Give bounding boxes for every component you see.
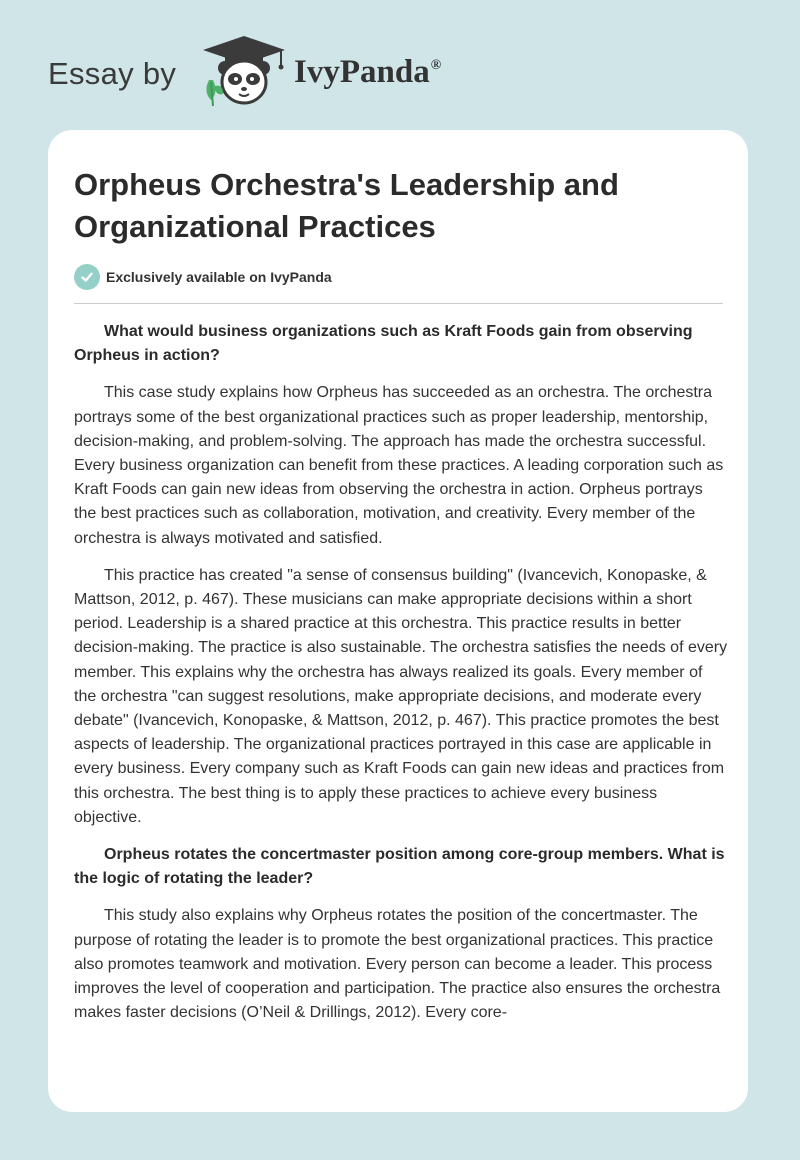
question-heading: What would business organizations such as Kraft Foods gain from observing Orpheus in action? — [74, 323, 693, 365]
site-header — [48, 34, 508, 108]
registered-mark: ® — [430, 58, 442, 73]
brand-name[interactable]: IvyPanda® — [294, 54, 442, 90]
essay-title: Orpheus Orchestra's Leadership and Organizational Practices — [74, 167, 619, 244]
essay-body — [74, 320, 728, 1038]
exclusive-label: Exclusively available on IvyPanda — [106, 269, 332, 285]
exclusive-badge — [74, 264, 332, 290]
divider — [74, 303, 723, 304]
question-heading: Orpheus rotates the concertmaster position among core-group members. What is the logic of rotating the leader? — [74, 846, 725, 888]
essay-card — [48, 130, 748, 1112]
essay-by-label: Essay by — [48, 56, 177, 91]
body-paragraph: This practice has created "a sense of consensus building" (Ivancevich, Konopaske, & Mattson, 2012, p. 467). These musicians can make appropriate decisions within a short period. Leadership is a shared practice at this orchestra. This practice results in better decision-making. The practice is also sustainable. The orchestra satisfies the needs of every member. This explains why the orchestra has always realized its goals. Every member of the orchestra "can suggest resolutions, make appropriate decisions, and moderate every debate" (Ivancevich, Konopaske, & Mattson, 2012, p. 467). This practice promotes the best aspects of leadership. The organizational practices portrayed in this case are applicable in every business. Every company such as Kraft Foods can gain new ideas and practices from this orchestra. The best thing is to apply these practices to achieve every business objective. — [74, 566, 728, 826]
body-paragraph: This case study explains how Orpheus has succeeded as an orchestra. The orchestra portrays some of the best organizational practices such as proper leadership, mentorship, decision-making, and problem-solving. The approach has made the orchestra successful. Every business organization can benefit from these practices. A leading corporation such as Kraft Foods can gain new ideas from observing the orchestra in action. Orpheus portrays the best practices such as collaboration, motivation, and creativity. Every member of the orchestra is always motivated and satisfied. — [74, 384, 724, 547]
body-paragraph: This study also explains why Orpheus rotates the position of the concertmaster. The purpose of rotating the leader is to promote the best organizational practices. This practice also promotes teamwork and motivation. Every person can become a leader. This process improves the level of cooperation and participation. The practice also ensures the orchestra makes faster decisions (O’Neil & Drillings, 2012). Every core- — [74, 907, 721, 1022]
panda-graduate-icon[interactable] — [201, 34, 287, 108]
check-icon — [74, 264, 100, 290]
